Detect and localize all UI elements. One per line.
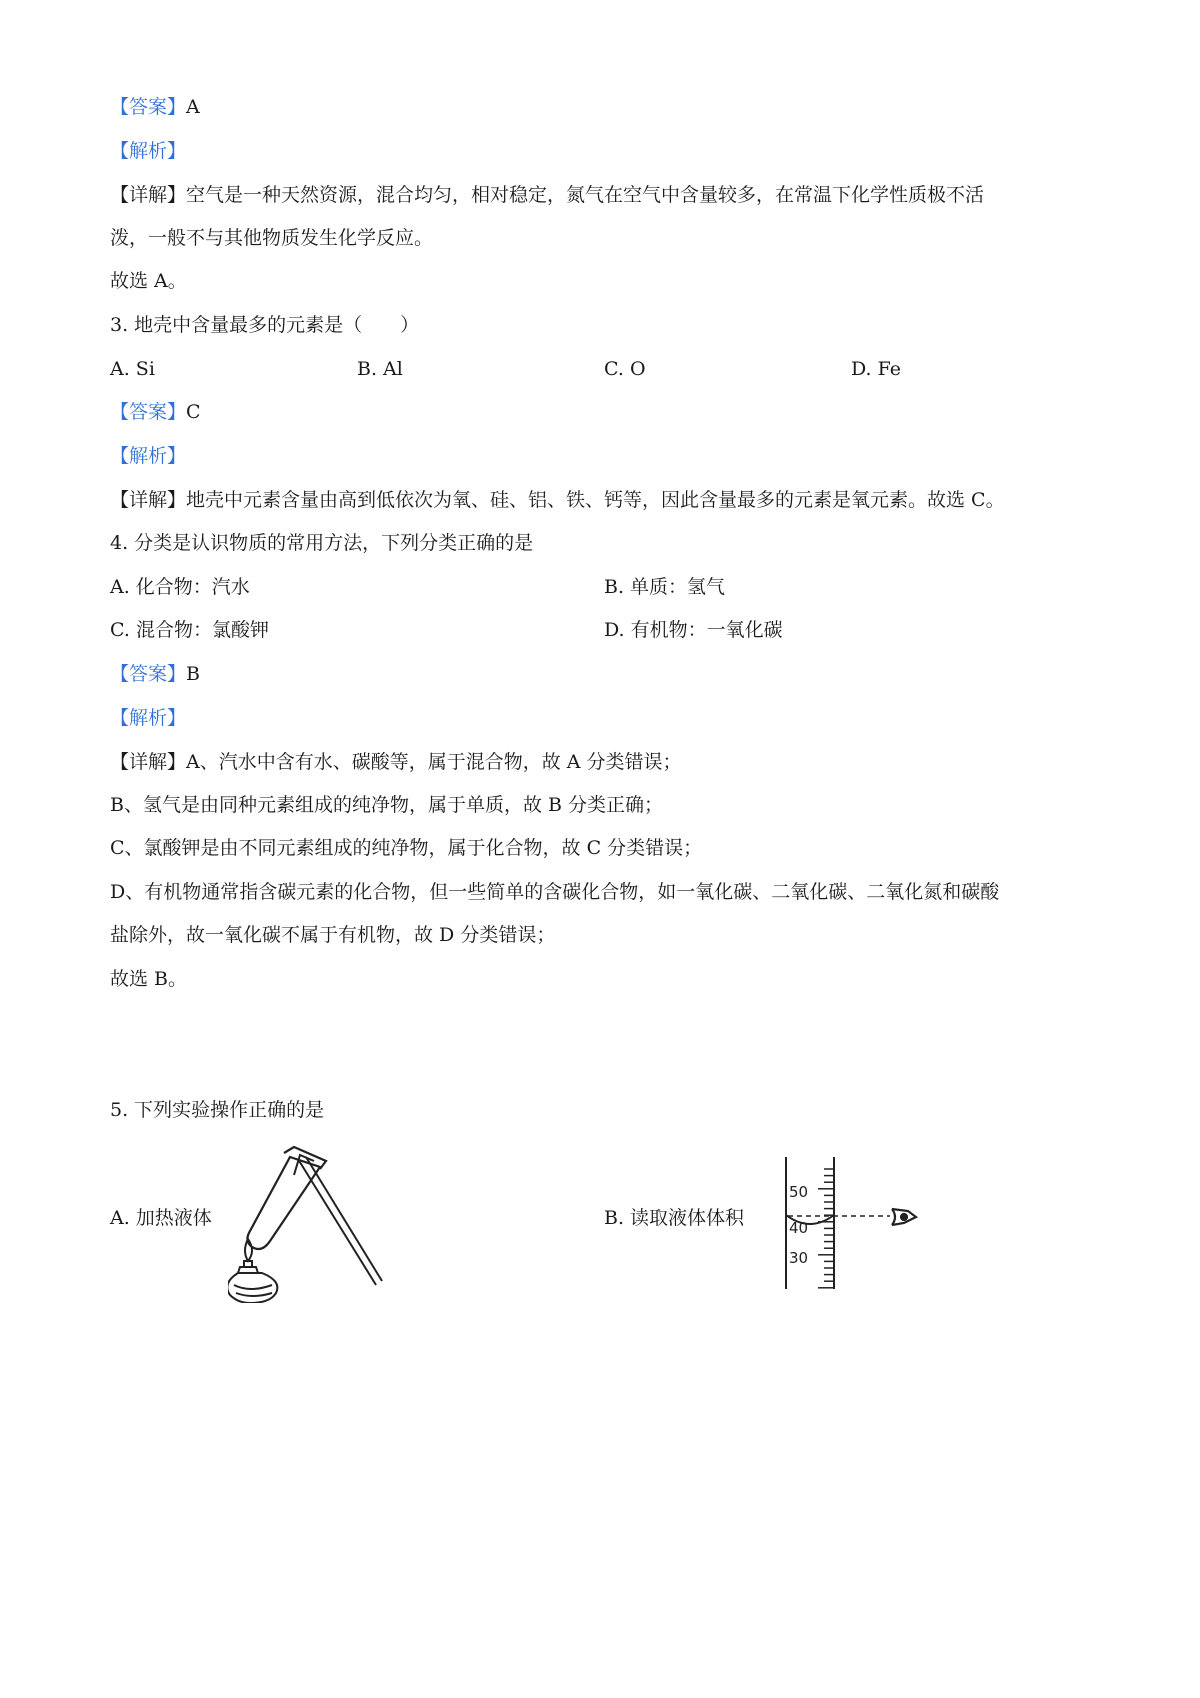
detail-tag: 【详解】 [110,184,187,206]
q4-conclusion: 故选 B。 [110,968,188,990]
tick-label-50: 50 [789,1183,809,1201]
answer-tag: 【答案】 [110,401,187,423]
q5-stem: 5. 下列实验操作正确的是 [110,1099,325,1121]
q4-option-d: D. 有机物：一氧化碳 [604,619,783,641]
q4-option-c: C. 混合物：氯酸钾 [110,619,269,641]
detail-tag: 【详解】 [110,751,187,773]
answer-value: B [186,663,200,685]
q4-detail-line1 [110,749,682,775]
q2-detail-line2: 泼，一般不与其他物质发生化学反应。 [110,227,434,249]
analysis-tag: 【解析】 [110,445,187,467]
q4-answer [110,661,200,687]
q4-stem: 4. 分类是认识物质的常用方法，下列分类正确的是 [110,532,534,554]
answer-tag: 【答案】 [110,663,187,685]
test-tube-icon [247,1147,326,1249]
heating-liquid-figure [228,1143,388,1303]
q4-detail-line4: D、有机物通常指含碳元素的化合物，但一些简单的含碳化合物，如一氧化碳、二氧化碳、二氧化氮和碳酸 [110,881,1000,903]
eye-icon [892,1209,916,1225]
q4-option-a: A. 化合物：汽水 [110,576,250,598]
measuring-cylinder-figure [780,1153,920,1293]
q3-option-b: B. Al [357,358,403,380]
test-tube-holder-icon [294,1155,382,1285]
detail-text: 空气是一种天然资源，混合均匀，相对稳定，氮气在空气中含量较多，在常温下化学性质极不活 [186,184,985,206]
q3-answer [110,399,201,425]
answer-tag: 【答案】 [110,96,187,118]
q3-option-c: C. O [604,358,646,380]
q3-option-d: D. Fe [851,358,902,380]
q4-detail-line5: 盐除外，故一氧化碳不属于有机物，故 D 分类错误； [110,924,556,946]
q3-stem: 3. 地壳中含量最多的元素是（ ） [110,314,420,336]
analysis-tag: 【解析】 [110,707,187,729]
answer-value: A [186,96,200,118]
q4-option-b: B. 单质：氢气 [604,576,726,598]
answer-value: C [186,401,201,423]
q3-analysis [110,443,186,469]
q4-detail-line3: C、氯酸钾是由不同元素组成的纯净物，属于化合物，故 C 分类错误； [110,837,703,859]
detail-text: A、汽水中含有水、碳酸等，属于混合物，故 A 分类错误； [186,751,682,773]
q2-conclusion: 故选 A。 [110,270,187,292]
tick-label-30: 30 [789,1249,809,1267]
alcohol-lamp-icon [228,1239,277,1303]
q3-detail [110,487,1005,513]
q4-analysis [110,705,186,731]
tick-label-40: 40 [789,1219,809,1237]
q2-detail-line1 [110,182,984,208]
q2-answer [110,94,200,120]
detail-tag: 【详解】 [110,489,187,511]
q2-analysis [110,138,186,164]
q5-option-b-label: B. 读取液体体积 [604,1207,745,1229]
q5-option-a-label: A. 加热液体 [110,1207,212,1229]
analysis-tag: 【解析】 [110,140,187,162]
q3-option-a: A. Si [110,358,155,380]
cylinder-scale [818,1169,834,1288]
q4-detail-line2: B、氢气是由同种元素组成的纯净物，属于单质，故 B 分类正确； [110,794,664,816]
detail-text: 地壳中元素含量由高到低依次为氧、硅、铝、铁、钙等，因此含量最多的元素是氧元素。故选 C。 [186,489,1005,511]
